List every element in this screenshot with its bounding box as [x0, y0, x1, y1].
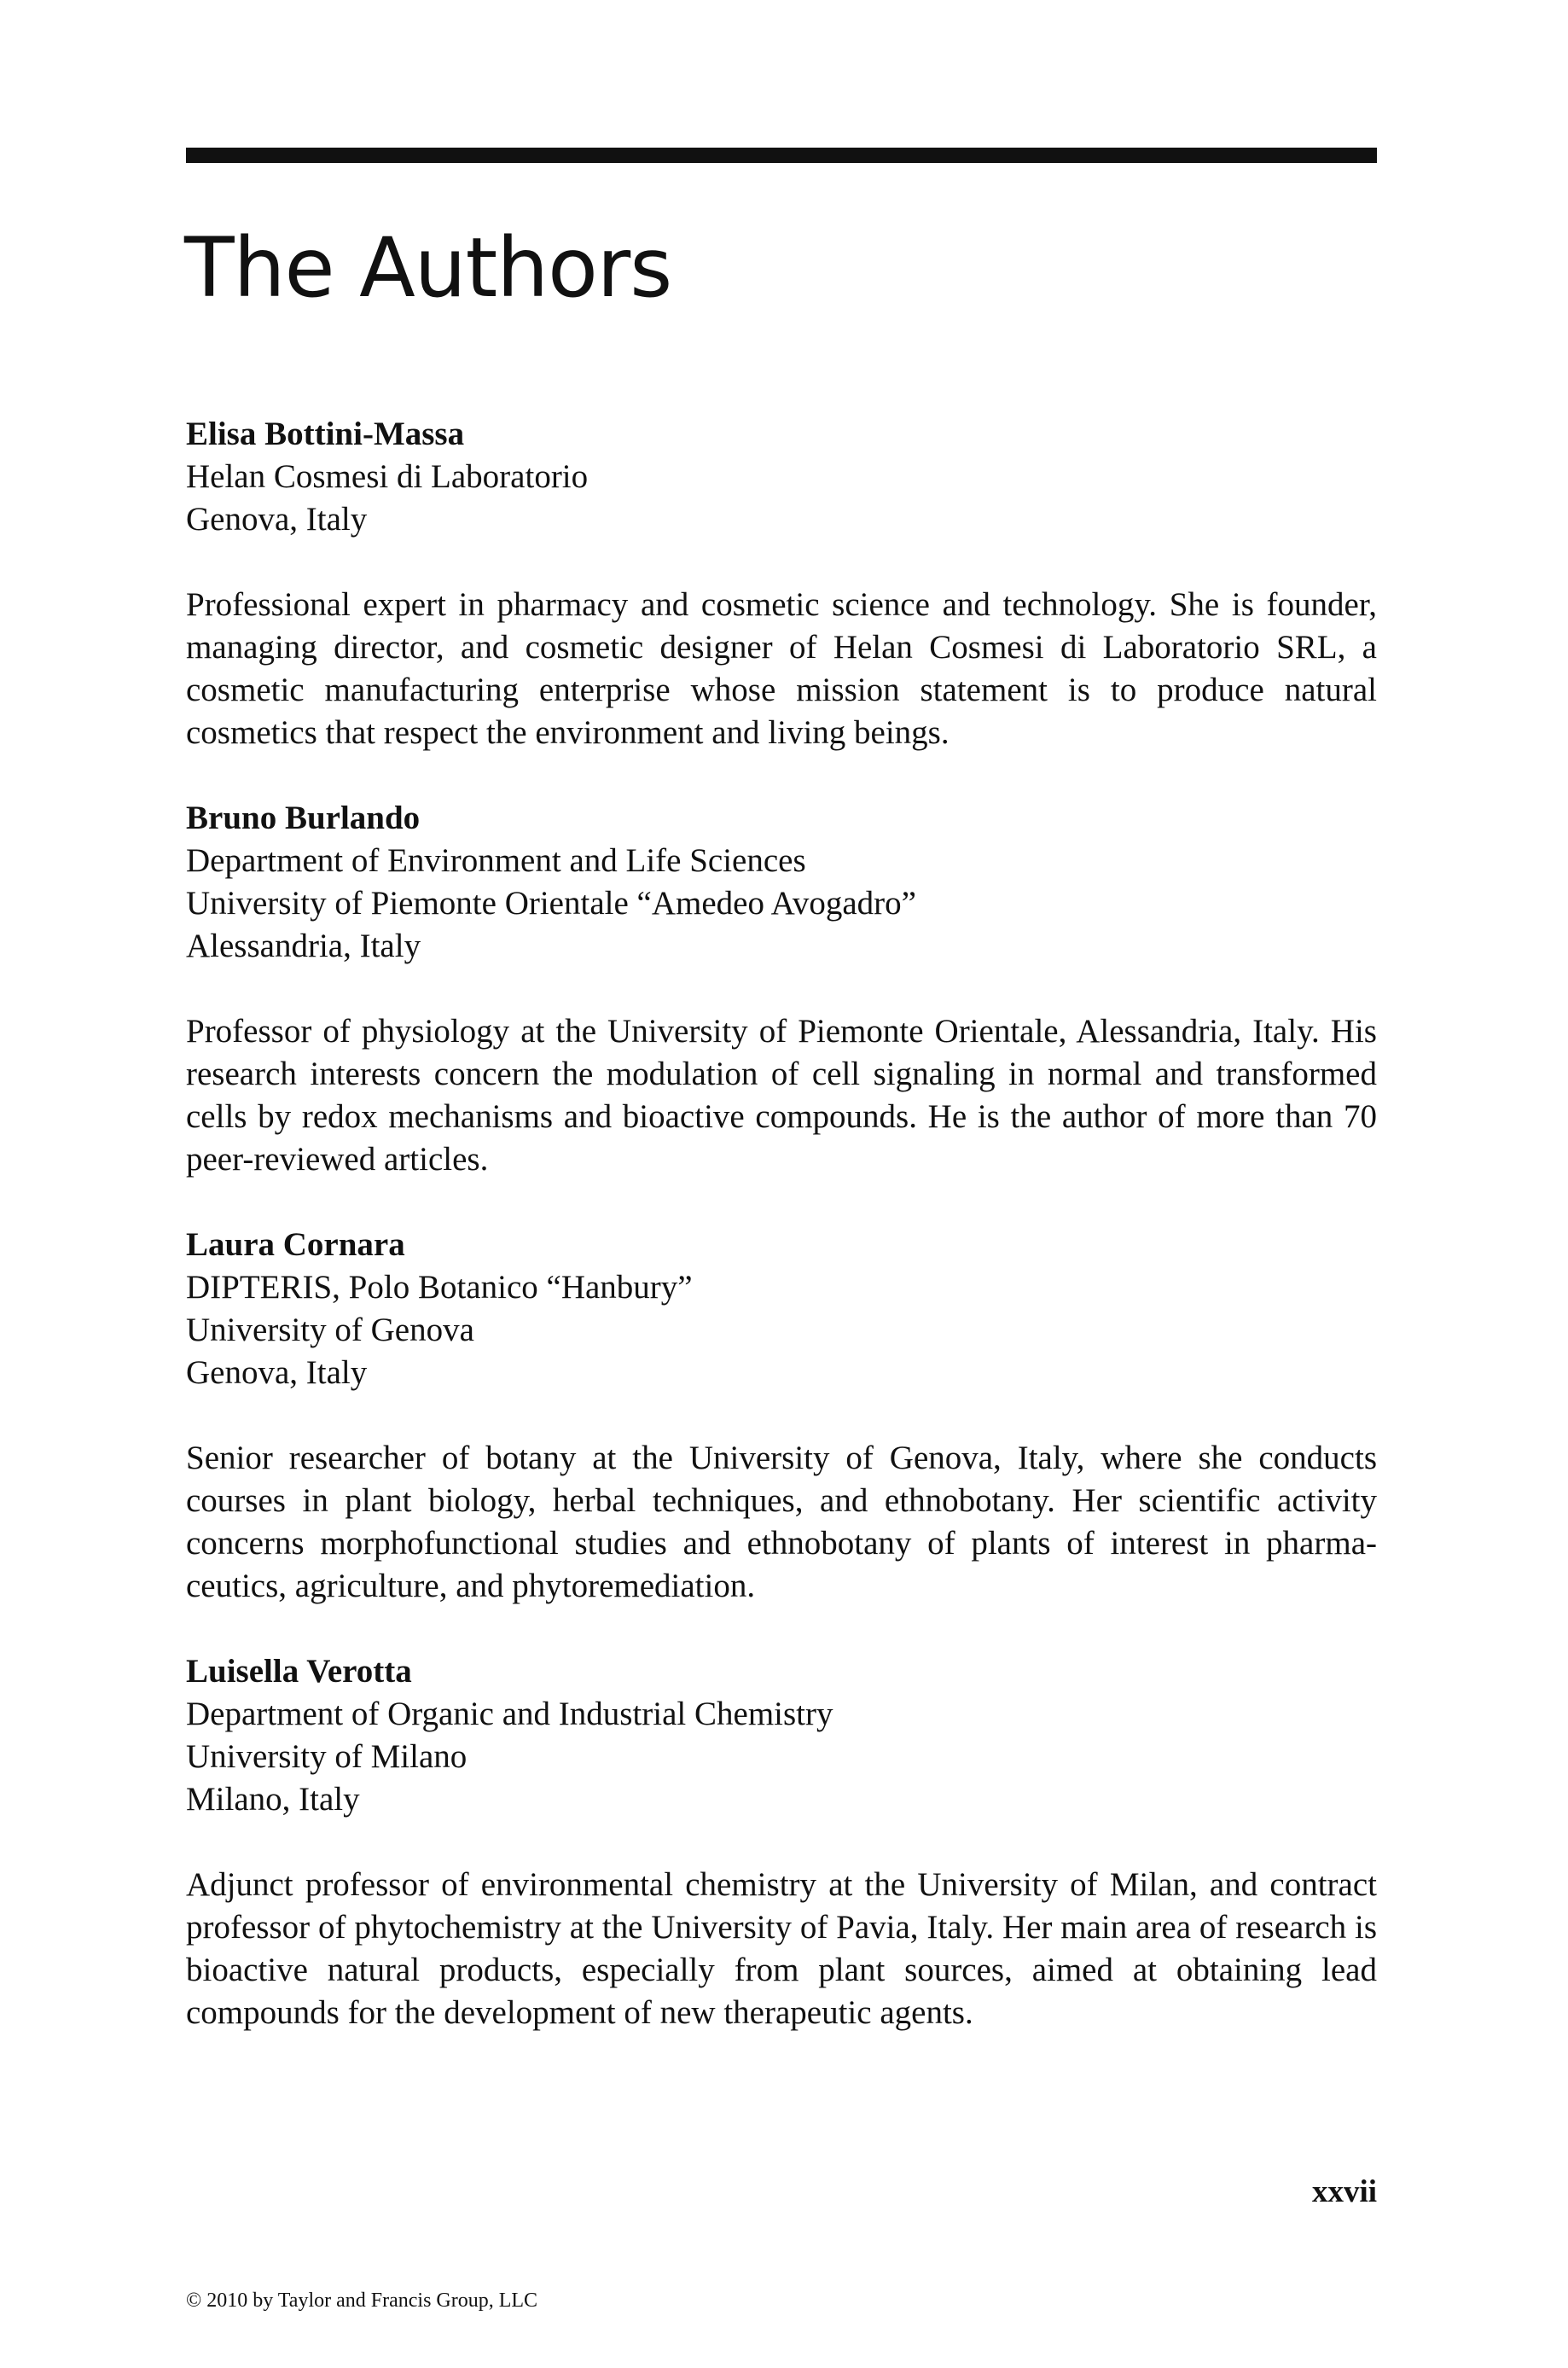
- author-affiliation-line: Department of Environment and Life Sciences: [186, 842, 806, 879]
- author-affiliation-line: Helan Cosmesi di Laboratorio: [186, 458, 589, 495]
- author-affiliation-line: DIPTERIS, Polo Botanico “Hanbury”: [186, 1269, 693, 1306]
- top-rule-divider: [186, 148, 1377, 163]
- page-title: The Authors: [184, 220, 672, 316]
- author-entry-burlando: [186, 797, 1377, 1181]
- page-number: xxvii: [1311, 2174, 1377, 2209]
- author-location: Genova, Italy: [186, 1354, 368, 1391]
- author-location: Genova, Italy: [186, 501, 368, 538]
- author-bio: Professional expert in pharmacy and cosmetic science and technology. She is founder, managing director, and cosmetic designer of Helan Cosmesi di Laboratorio SRL, a cosmetic manufacturing enterprise whose mission statement is to produce natural cosmetics that respect the environment and living beings.: [186, 586, 1377, 751]
- author-bio: Senior researcher of botany at the University of Genova, Italy, where she conducts courses in plant biology, herbal techniques, and ethnobotany. Her scientific activity concerns morphofunctional studies and ethnobotany of plants of interest in pharmaceutics, agriculture, and phytoremediation.: [186, 1440, 1377, 1604]
- author-location: Alessandria, Italy: [186, 928, 421, 964]
- author-name: Bruno Burlando: [186, 800, 421, 836]
- author-affiliation-line: University of Genova: [186, 1312, 474, 1348]
- author-entry-verotta: [186, 1650, 1377, 2034]
- author-bio: Adjunct professor of environmental chemistry at the University of Milan, and contract professor of phytochemistry at the University of Pavia, Italy. Her main area of research is bioactive natural products, especially from plant sources, aimed at obtaining lead compounds for the development of new therapeutic agents.: [186, 1866, 1377, 2031]
- author-name: Luisella Verotta: [186, 1653, 412, 1690]
- author-affiliation-line: University of Piemonte Orientale “Amedeo Avogadro”: [186, 885, 916, 922]
- author-name: Elisa Bottini-Massa: [186, 416, 465, 452]
- author-entry-bottini-massa: [186, 413, 1377, 754]
- author-bio: Professor of physiology at the University of Piemonte Orientale, Alessandria, Italy. His research interests concern the modulation of cell signaling in normal and transformed cells by redox mechanisms and bioactive compounds. He is the author of more than 70 peer-reviewed articles.: [186, 1013, 1377, 1178]
- author-name: Laura Cornara: [186, 1226, 405, 1263]
- author-location: Milano, Italy: [186, 1781, 360, 1818]
- author-affiliation-line: University of Milano: [186, 1738, 467, 1775]
- authors-list: [186, 413, 1377, 2077]
- author-affiliation-line: Department of Organic and Industrial Chemistry: [186, 1696, 833, 1732]
- copyright-notice: © 2010 by Taylor and Francis Group, LLC: [186, 2289, 538, 2312]
- author-entry-cornara: [186, 1224, 1377, 1608]
